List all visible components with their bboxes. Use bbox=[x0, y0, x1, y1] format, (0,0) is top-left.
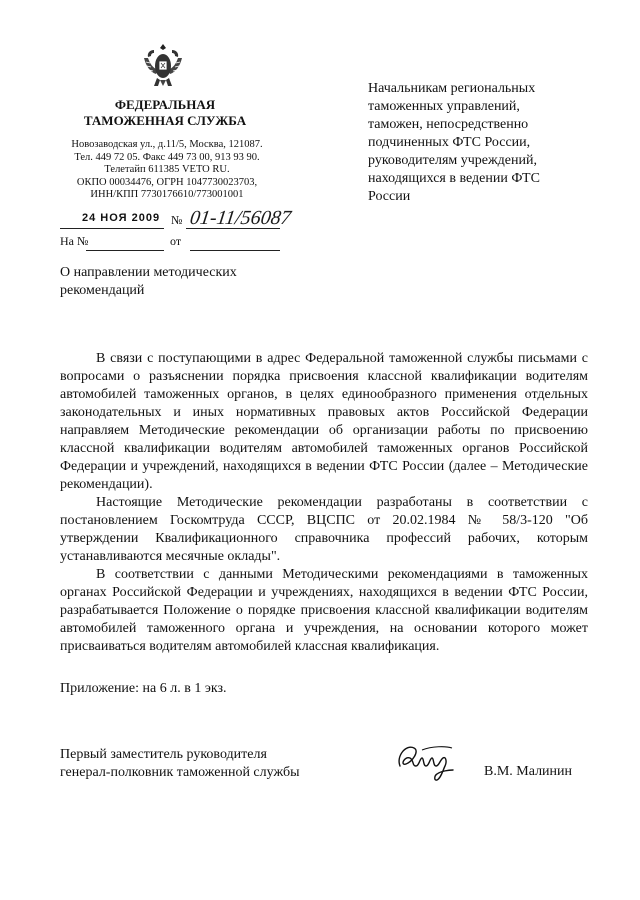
org-name-line2: ТАМОЖЕННАЯ СЛУЖБА bbox=[83, 113, 247, 128]
reference-date-blank bbox=[190, 250, 280, 251]
signer-position-line1: Первый заместитель руководителя bbox=[60, 747, 267, 762]
number-sign: № bbox=[171, 213, 183, 227]
eagle-emblem-icon bbox=[140, 40, 186, 92]
date-underline bbox=[60, 228, 164, 229]
registration-date: 24 НОЯ 2009 bbox=[82, 212, 161, 224]
reference-number-label: На № bbox=[60, 234, 89, 248]
registration-number: 01-11/56087 bbox=[188, 207, 293, 229]
number-underline bbox=[186, 228, 280, 229]
body-paragraph: Настоящие Методические рекомендации разработаны в соответствии с постановлением Госкомтруда СССР, ВЦСПС от 20.02.1984 № 58/3-120 "Об утверждении Квалификационного справочника профессий рабочих, которым устанавливаются месячные оклады". bbox=[60, 495, 588, 564]
reference-number-blank bbox=[86, 250, 164, 251]
signer-name: В.М. Малинин bbox=[484, 764, 573, 779]
attachment-note: Приложение: на 6 л. в 1 экз. bbox=[60, 681, 227, 696]
body-paragraph: В связи с поступающими в адрес Федеральной таможенной службы письмами с вопросами о разъяснении порядка присвоения классной квалификации водителям автомобилей таможенных органов, в целях единообразного применения отдельных законодательных и иных нормативных правовых актов Российской Федерации направляем Методические рекомендации об организации работы по присвоению классной квалификации водителям автомобилей таможенных органов Российской Федерации и учреждений, находящихся в ведении ФТС России (далее – Методические рекомендации). bbox=[60, 351, 588, 492]
sender-organization-name bbox=[80, 97, 250, 129]
sender-inn-kpp: ИНН/КПП 7730176610/773001001 bbox=[90, 189, 244, 201]
sender-phones: Тел. 449 72 05. Факс 449 73 00, 913 93 90. bbox=[74, 151, 260, 163]
sender-teletype: Телетайп 611385 VETO RU. bbox=[104, 164, 230, 176]
reference-date-label: от bbox=[170, 234, 182, 248]
sender-address: Новозаводская ул., д.11/5, Москва, 121087. bbox=[71, 139, 263, 150]
letter-body bbox=[60, 350, 588, 656]
signer-position-line2: генерал-полковник таможенной службы bbox=[60, 765, 300, 780]
handwritten-signature-icon bbox=[392, 736, 482, 786]
org-name-line1: ФЕДЕРАЛЬНАЯ bbox=[114, 97, 216, 112]
body-paragraph: В соответствии с данными Методическими рекомендациями в таможенных органах Российской Федерации и учреждениях, находящихся в ведении ФТС России, разрабатывается Положение о порядке присвоения классной квалификации водителям автомобилей таможенного органа и учреждения, на основании которого может присваиваться водителям автомобилей классная квалификация. bbox=[60, 567, 588, 654]
sender-okpo-ogrn: ОКПО 00034476, ОГРН 1047730023703, bbox=[76, 176, 258, 188]
addressee: Начальникам региональных таможенных управлений, таможен, непосредственно подчиненных ФТС России, руководителям учреждений, находящихся в ведении ФТС России bbox=[368, 81, 540, 204]
sender-details bbox=[62, 139, 272, 202]
signer-position bbox=[60, 746, 340, 782]
letter-subject: О направлении методических рекомендаций bbox=[60, 265, 237, 298]
